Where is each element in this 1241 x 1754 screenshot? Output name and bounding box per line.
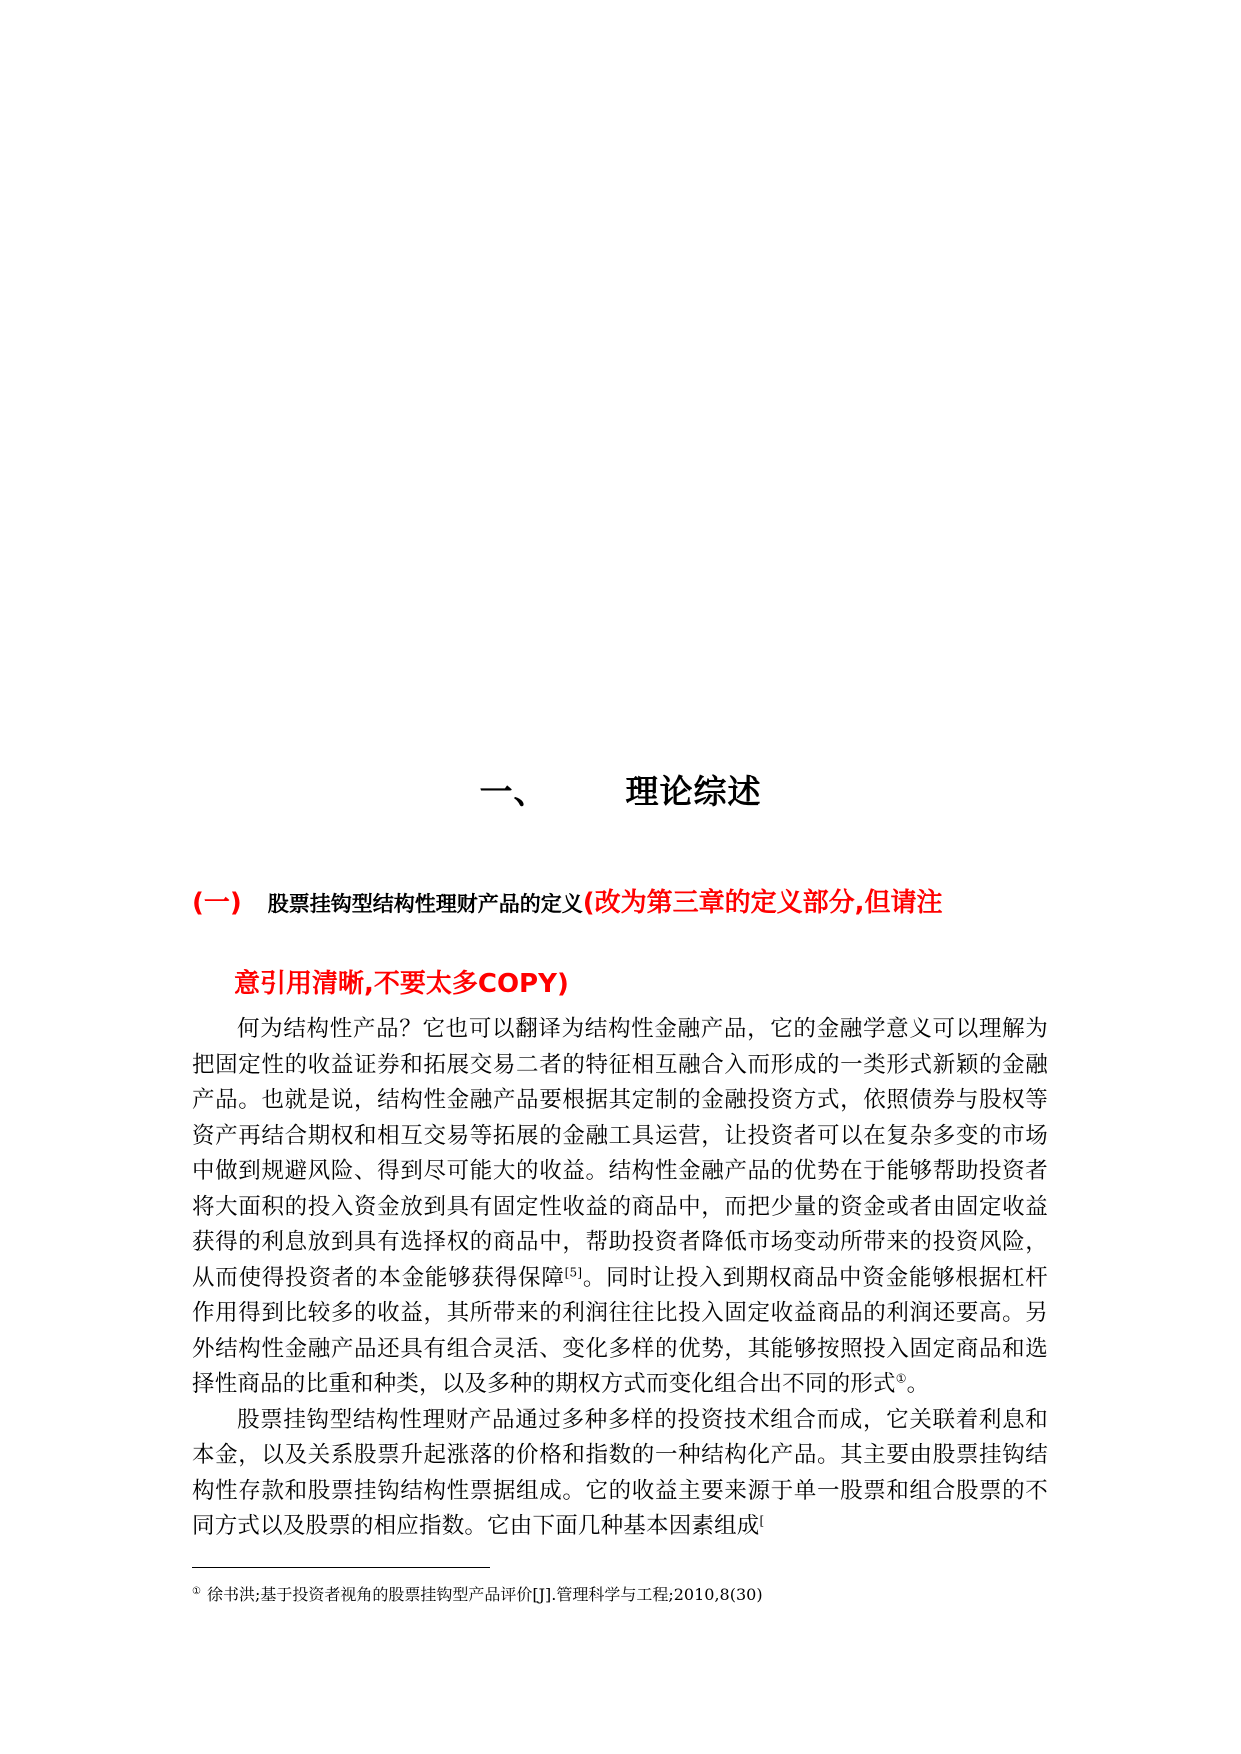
paragraph-1-text-a: 何为结构性产品？它也可以翻译为结构性金融产品，它的金融学意义可以理解为把固定性的收益证券和拓展交易二者的特征相互融合入而形成的一类形式新颖的金融产品。也就是说，结构性金融产品要根据其定制的金融投资方式，依照债券与股权等资产再结合期权和相互交易等拓展的金融工具运营，让投资者可以在复杂多变的市场中做到规避风险、得到尽可能大的收益。结构性金融产品的优势在于能够帮助投资者将大面积的投入资金放到具有固定性收益的商品中，而把少量的资金或者由固定收益获得的利息放到具有选择权的商品中，帮助投资者降低市场变动所带来的投资风险，从而使得投资者的本金能够获得保障 xyxy=(192,1016,1048,1291)
footnote-separator xyxy=(192,1567,490,1568)
chapter-number: 一、 xyxy=(479,772,548,811)
paragraph-2 xyxy=(192,1403,1048,1545)
paragraph-1-text-b: 。同时让投入到期权商品中资金能够根据杠杆作用得到比较多的收益，其所带来的利润往往比投入固定收益商品的利润还要高。另外结构性金融产品还具有组合灵活、变化多样的优势，其能够按照投入固定商品和选择性商品的比重和种类，以及多种的期权方式而变化组合出不同的形式 xyxy=(192,1264,1048,1397)
chapter-title: 理论综述 xyxy=(625,772,762,811)
footnote xyxy=(192,1583,1052,1607)
footnote-mark: ① xyxy=(192,1585,201,1597)
section-heading xyxy=(192,868,1052,1019)
footnote-text: 徐书洪;基于投资者视角的股票挂钩型产品评价[J].管理科学与工程;2010,8(30) xyxy=(206,1585,763,1604)
paragraph-1 xyxy=(192,1012,1048,1403)
section-number: (一) xyxy=(192,888,242,918)
body-text xyxy=(192,1012,1048,1545)
section-title: 股票挂钩型结构性理财产品的定义 xyxy=(267,892,583,916)
citation-ref-5: [5] xyxy=(564,1265,583,1279)
editor-note-line1: (改为第三章的定义部分,但请注 xyxy=(582,888,943,918)
editor-note-line2: 意引用清晰,不要太多COPY) xyxy=(234,969,569,999)
citation-ref-open: [ xyxy=(759,1513,765,1528)
paragraph-2-text: 股票挂钩型结构性理财产品通过多种多样的投资技术组合而成，它关联着利息和本金，以及关系股票升起涨落的价格和指数的一种结构化产品。其主要由股票挂钩结构性存款和股票挂钩结构性票据组成。它的收益主要来源于单一股票和组合股票的不同方式以及股票的相应指数。它由下面几种基本因素组成 xyxy=(192,1406,1048,1539)
footnote-ref-1: ① xyxy=(895,1371,907,1386)
paragraph-1-text-c: 。 xyxy=(906,1371,930,1397)
chapter-heading xyxy=(0,766,1241,813)
